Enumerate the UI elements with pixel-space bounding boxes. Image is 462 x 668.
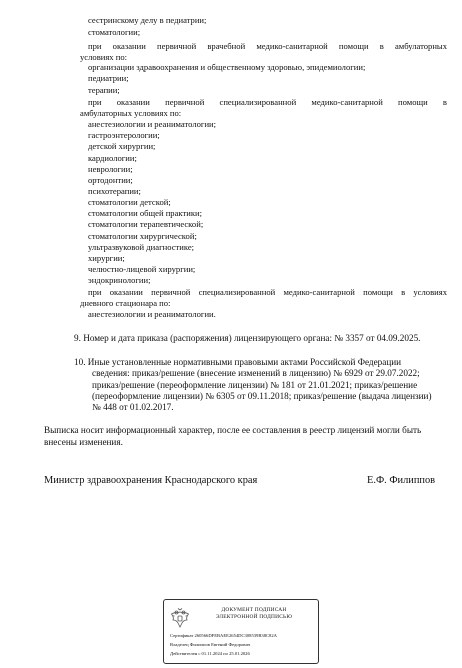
order-number-item: 9. Номер и дата приказа (распоряжения) лицензирующего органа: № 3357 от 04.09.2025. xyxy=(74,333,421,343)
list-line: стоматологии хирургической; xyxy=(88,231,197,241)
list-line: стоматологии общей практики; xyxy=(88,208,202,218)
list-line: детской хирургии; xyxy=(88,141,156,151)
list-line: анестезиологии и реаниматологии. xyxy=(88,309,216,319)
other-info-line: (переоформление лицензии) № 6305 от 09.11.2018; приказ/решение (выдача лицензии) xyxy=(92,391,432,401)
list-line: кардиологии; xyxy=(88,153,137,163)
certificate-validity: Действителен с 01.11.2024 по 25.01.2026 xyxy=(170,651,250,656)
signatory-position: Министр здравоохранения Краснодарского края xyxy=(44,475,258,486)
section-heading: при оказании первичной специализированной медико-санитарной помощи в xyxy=(88,97,447,107)
electronic-signature-stamp xyxy=(163,599,319,664)
list-line: неврологии; xyxy=(88,164,133,174)
section-heading: условиях по: xyxy=(80,52,128,62)
list-line: педиатрии; xyxy=(88,73,129,83)
list-line: ортодонтии; xyxy=(88,175,133,185)
section-heading: при оказании первичной врачебной медико-санитарной помощи в амбулаторных xyxy=(88,41,447,51)
section-heading: при оказании первичной специализированной медико-санитарной помощи в условиях xyxy=(88,287,447,297)
list-line: стоматологии детской; xyxy=(88,197,171,207)
section-heading: амбулаторных условиях по: xyxy=(80,108,182,118)
list-line: терапии; xyxy=(88,85,120,95)
list-line: сестринскому делу в педиатрии; xyxy=(88,15,207,25)
other-info-line: приказ/решение (переоформление лицензии) № 181 от 21.01.2021; приказ/решение xyxy=(92,380,418,390)
list-line: организации здравоохранения и общественному здоровью, эпидемиологии; xyxy=(88,62,366,72)
stamp-title: ДОКУМЕНТ ПОДПИСАН ЭЛЕКТРОННОЙ ПОДПИСЬЮ xyxy=(215,607,293,620)
other-info-line: № 448 от 01.02.2017. xyxy=(92,402,174,412)
coat-of-arms-icon xyxy=(170,607,190,629)
list-line: ультразвуковой диагностике; xyxy=(88,242,195,252)
section-heading: дневного стационара по: xyxy=(80,298,171,308)
list-line: хирургии; xyxy=(88,253,125,263)
other-info-line: 10. Иные установленные нормативными правовыми актами Российской Федерации xyxy=(74,357,402,367)
signatory-name: Е.Ф. Филиппов xyxy=(367,475,436,486)
list-line: стоматологии терапевтической; xyxy=(88,219,204,229)
notice-text: внесены изменения. xyxy=(44,437,123,447)
list-line: эндокринологии; xyxy=(88,275,151,285)
notice-text: Выписка носит информационный характер, после ее составления в реестр лицензий могли быть xyxy=(44,425,422,435)
list-line: стоматологии; xyxy=(88,27,141,37)
certificate-owner: Владелец Филиппов Евгений Федорович xyxy=(170,642,251,647)
list-line: челюстно-лицевой хирургии; xyxy=(88,264,196,274)
certificate-number: Сертификат 260566DFEBAEE2654DC308539B38C82A xyxy=(170,633,277,638)
other-info-line: сведения: приказ/решение (внесение изменений в лицензию) № 6929 от 29.07.2022; xyxy=(92,368,420,378)
list-line: психотерапии; xyxy=(88,186,141,196)
list-line: анестезиологии и реаниматологии; xyxy=(88,119,217,129)
list-line: гастроэнтерологии; xyxy=(88,130,160,140)
